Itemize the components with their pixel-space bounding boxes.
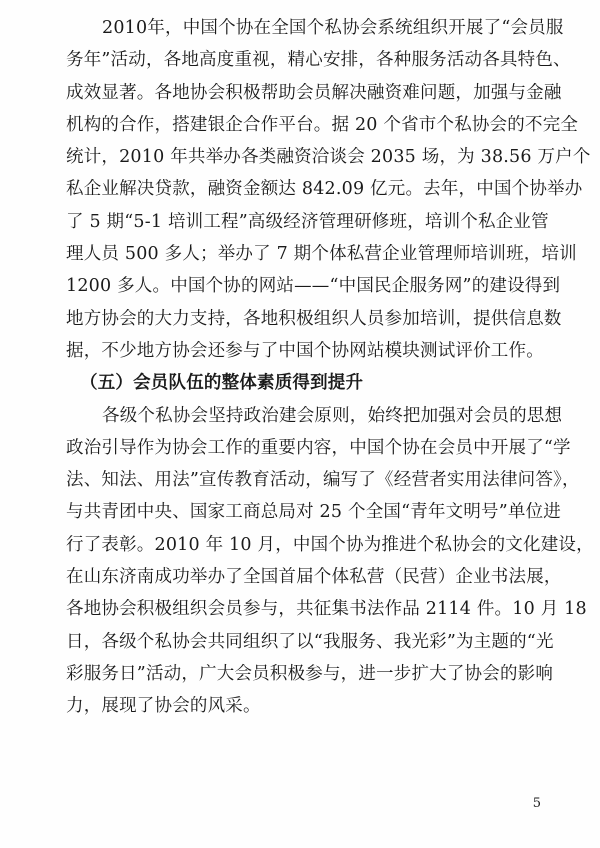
text-line: 政治引导作为协会工作的重要内容，中国个协在会员中开展了“学 bbox=[66, 437, 571, 458]
text-line: 地方协会的大力支持，各地积极组织人员参加培训，提供信息数 bbox=[66, 308, 562, 329]
text-line: 法、知法、用法”宣传教育活动，编写了《经营者实用法律问答》， bbox=[66, 470, 580, 491]
section-heading bbox=[66, 367, 542, 399]
text-line: 理人员 500 多人；举办了 7 期个体私营企业管理师培训班，培训 bbox=[66, 244, 577, 265]
text-line: 日，各级个私协会共同组织了以“我服务、我光彩”为主题的“光 bbox=[66, 631, 554, 652]
text-line: 私企业解决贷款，融资金额达 842.09 亿元。去年，中国个协举办 bbox=[66, 179, 583, 200]
text-line: 行了表彰。2010 年 10 月，中国个协为推进个私协会的文化建设， bbox=[66, 534, 594, 555]
text-line: 1200 多人。中国个协的网站——“中国民企服务网”的建设得到 bbox=[66, 276, 561, 297]
document-body bbox=[66, 12, 594, 723]
text-line: 务年”活动，各地高度重视，精心安排，各种服务活动各具特色、 bbox=[66, 50, 571, 71]
text-line: 力，展现了协会的风采。 bbox=[66, 696, 261, 717]
text-line: 统计，2010 年共举办各类融资洽谈会 2035 场，为 38.56 万户个 bbox=[66, 147, 591, 168]
text-line: 了 5 期“5-1 培训工程”高级经济管理研修班，培训个私企业管 bbox=[66, 211, 549, 232]
paragraph-member-service-year bbox=[66, 12, 591, 367]
text-line: 2010年，中国个协在全国个私协会系统组织开展了“会员服 bbox=[102, 18, 564, 38]
text-line: 各级个私协会坚持政治建会原则，始终把加强对会员的思想 bbox=[102, 405, 563, 426]
section-heading-text: （五）会员队伍的整体素质得到提升 bbox=[80, 373, 364, 394]
text-line: 彩服务日”活动，广大会员积极参与，进一步扩大了协会的影响 bbox=[66, 663, 554, 684]
text-line: 各地协会积极组织会员参与，共征集书法作品 2114 件。10 月 18 bbox=[66, 599, 587, 620]
text-line: 与共青团中央、国家工商总局对 25 个全国“青年文明号”单位进 bbox=[66, 502, 561, 523]
text-line: 在山东济南成功举办了全国首届个体私营（民营）企业书法展， bbox=[66, 567, 562, 588]
text-line: 机构的合作，搭建银企合作平台。据 20 个省市个私协会的不完全 bbox=[66, 114, 579, 135]
text-line: 成效显著。各地协会积极帮助会员解决融资难问题，加强与金融 bbox=[66, 82, 562, 103]
paragraph-member-quality bbox=[66, 400, 594, 723]
text-line: 据，不少地方协会还参与了中国个协网站模块测试评价工作。 bbox=[66, 340, 544, 361]
page-number: 5 bbox=[532, 796, 541, 811]
